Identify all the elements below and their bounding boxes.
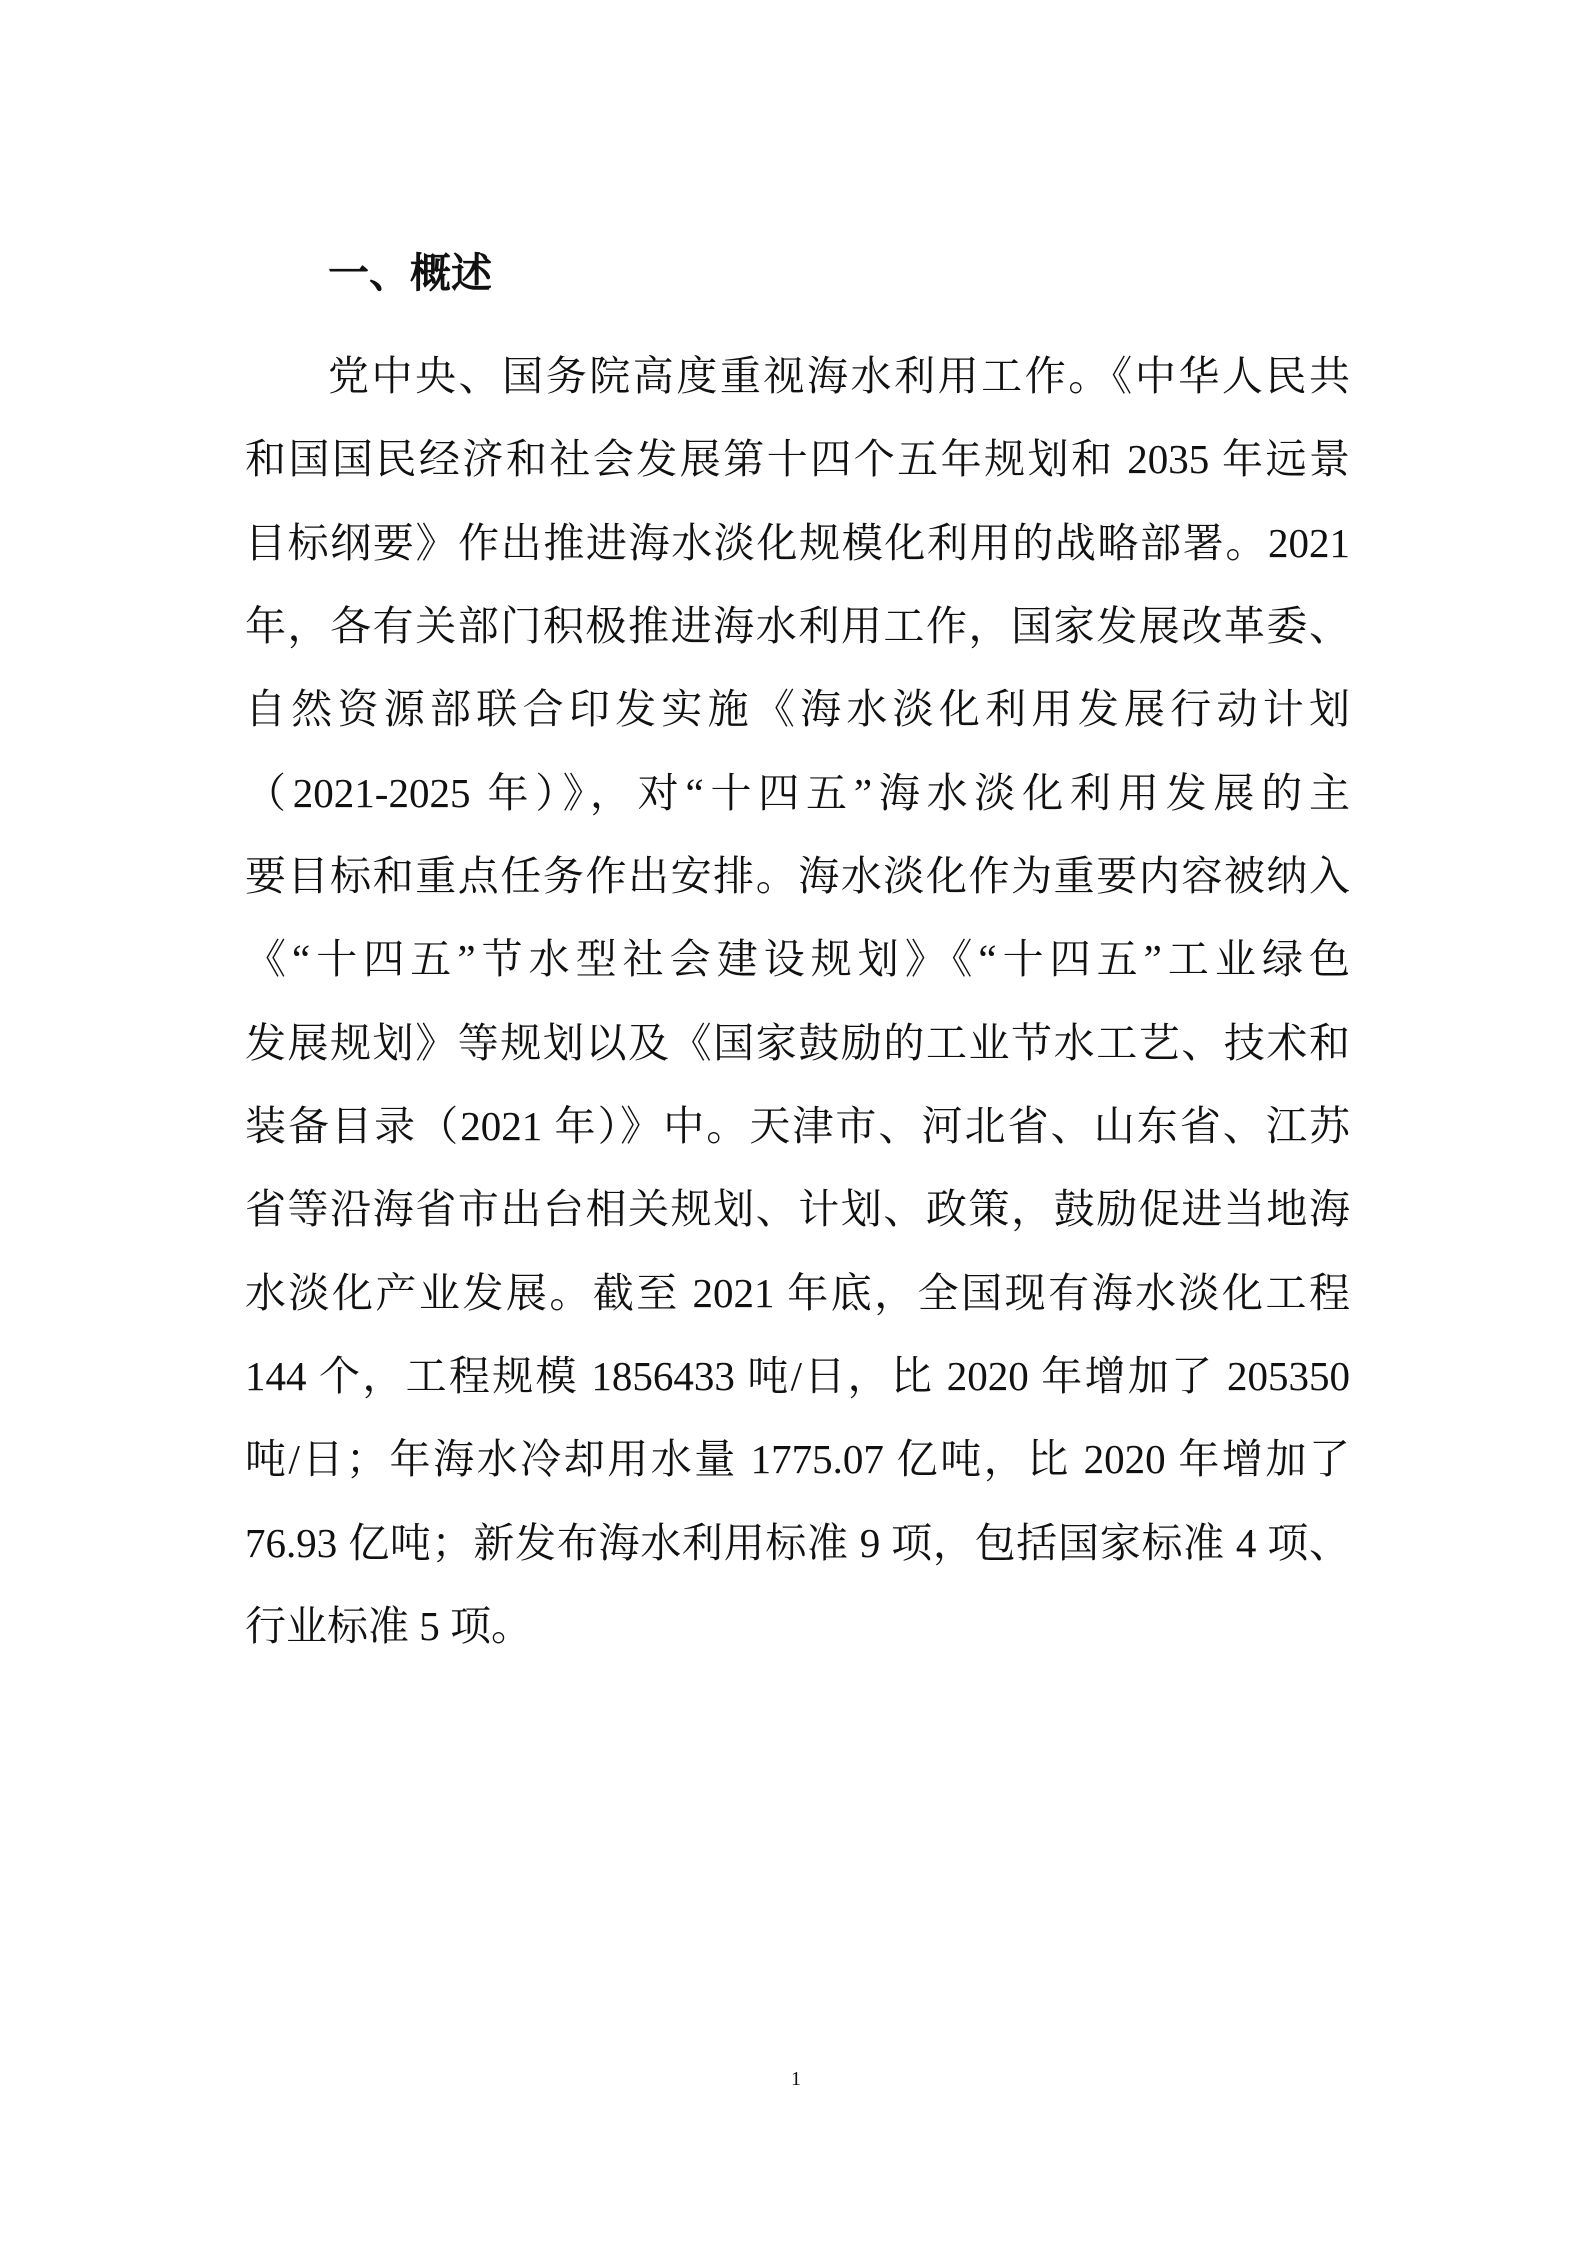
paragraph-line: 目标纲要》作出推进海水淡化规模化利用的战略部署。2021 — [245, 519, 1350, 566]
paragraph-line: 行业标准 5 项。 — [245, 1603, 532, 1650]
paragraph-line: 装备目录（2021 年）》中。天津市、河北省、山东省、江苏 — [245, 1103, 1350, 1150]
paragraph-line: （2021-2025 年）》，对“十四五”海水淡化利用发展的主 — [245, 769, 1350, 816]
paragraph-line: 《“十四五”节水型社会建设规划》《“十四五”工业绿色 — [245, 936, 1350, 983]
paragraph-line: 发展规划》等规划以及《国家鼓励的工业节水工艺、技术和 — [245, 1019, 1350, 1066]
page-number: 1 — [791, 2068, 801, 2090]
paragraph-line: 144 个，工程规模 1856433 吨/日，比 2020 年增加了 205350 — [245, 1353, 1350, 1400]
paragraph-line: 自然资源部联合印发实施《海水淡化利用发展行动计划 — [245, 686, 1350, 733]
paragraph-line: 和国国民经济和社会发展第十四个五年规划和 2035 年远景 — [245, 436, 1350, 483]
paragraph-line: 省等沿海省市出台相关规划、计划、政策，鼓励促进当地海 — [245, 1186, 1350, 1233]
paragraph-line: 年，各有关部门积极推进海水利用工作，国家发展改革委、 — [245, 603, 1350, 650]
paragraph-line: 党中央、国务院高度重视海水利用工作。《中华人民共 — [328, 353, 1350, 399]
paragraph-line: 吨/日；年海水冷却用水量 1775.07 亿吨，比 2020 年增加了 — [245, 1436, 1350, 1483]
paragraph-line: 水淡化产业发展。截至 2021 年底，全国现有海水淡化工程 — [245, 1269, 1350, 1316]
paragraph-line: 76.93 亿吨；新发布海水利用标准 9 项，包括国家标准 4 项、 — [245, 1519, 1350, 1566]
paragraph-line: 要目标和重点任务作出安排。海水淡化作为重要内容被纳入 — [245, 853, 1350, 900]
section-heading: 一、概述 — [328, 250, 492, 296]
body-paragraph — [245, 335, 1350, 1669]
